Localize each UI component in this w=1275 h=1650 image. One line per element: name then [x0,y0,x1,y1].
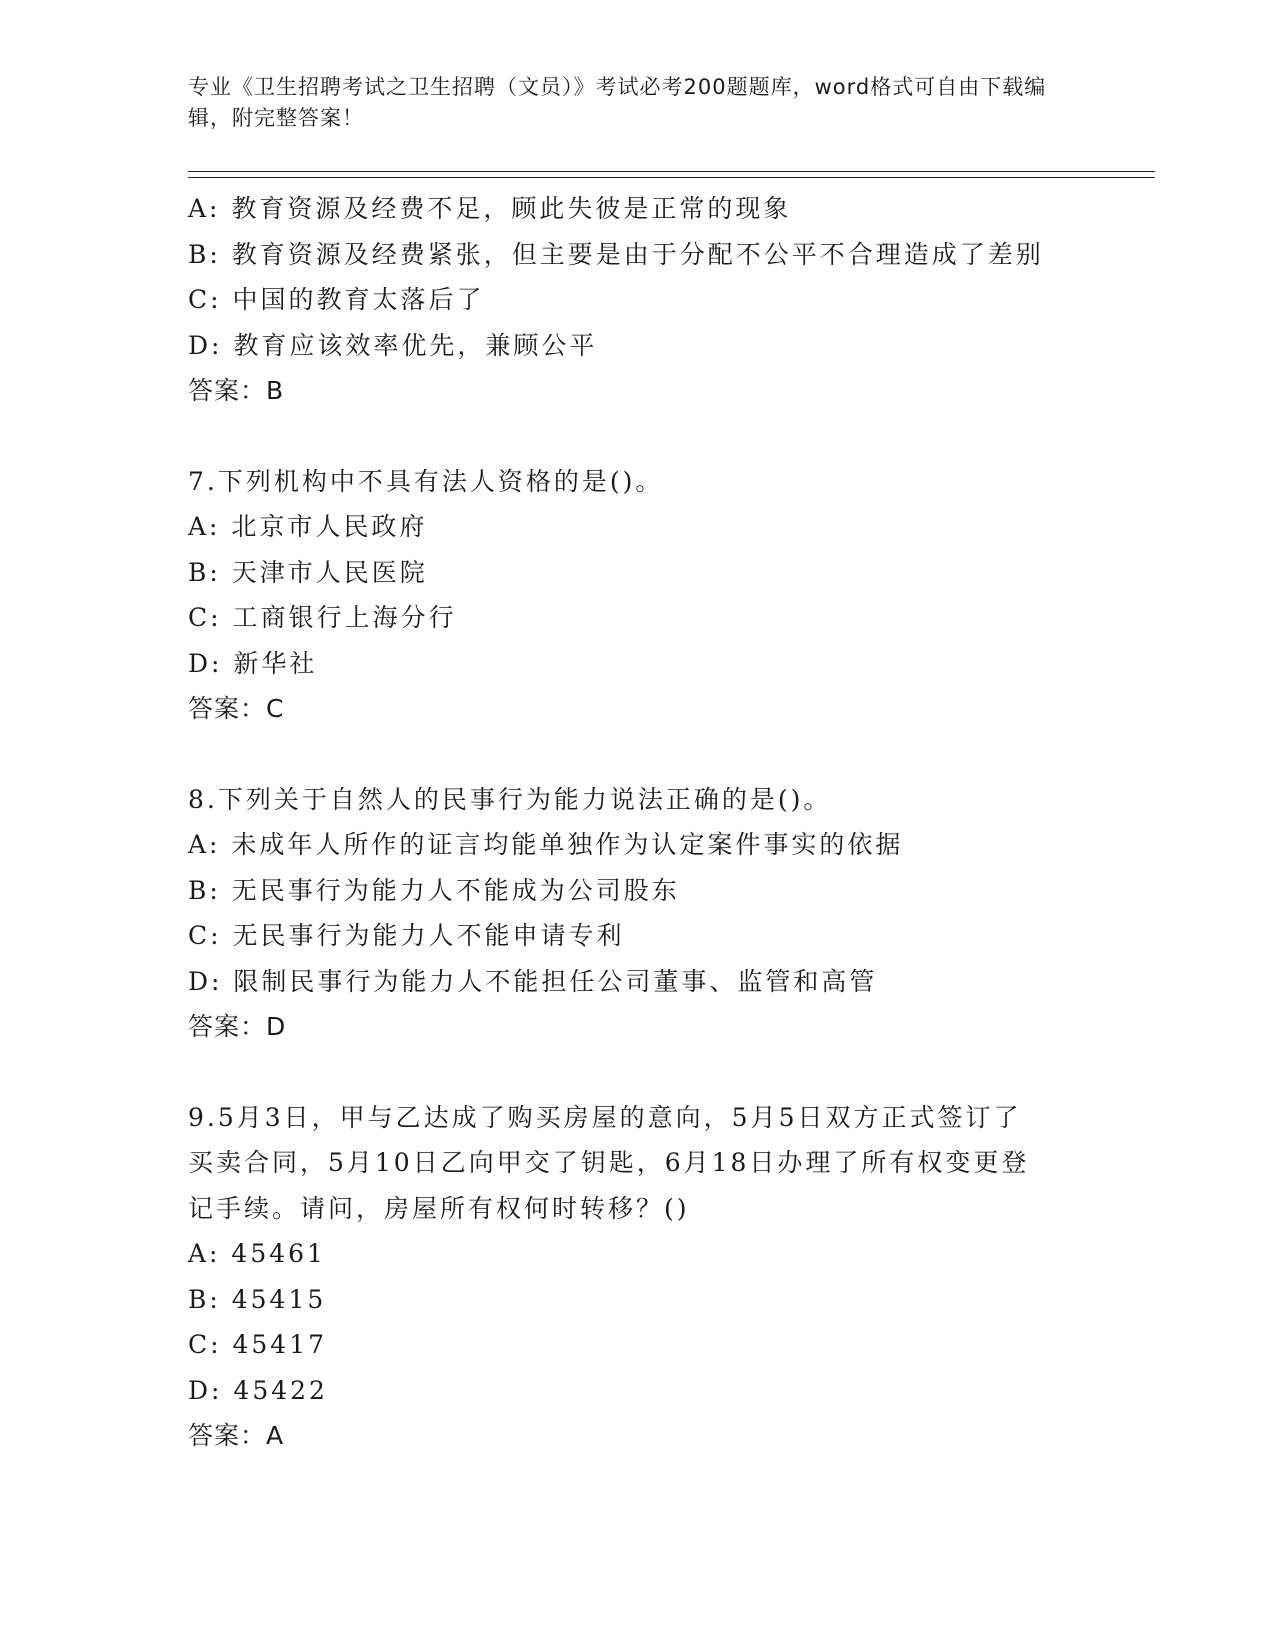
q7-answer: 答案：C [188,694,285,723]
q8-answer: 答案：D [188,1012,287,1041]
q6-option-c: C: 中国的教育太落后了 [188,285,485,314]
q8-option-a: A: 未成年人所作的证言均能单独作为认定案件事实的依据 [188,830,904,859]
q6-option-b: B: 教育资源及经费紧张，但主要是由于分配不公平不合理造成了差别 [188,239,1044,269]
q9-answer: 答案：A [188,1421,285,1450]
q9-option-b: B: 45415 [188,1284,327,1314]
q6-option-d: D: 教育应该效率优先，兼顾公平 [188,330,598,360]
header-rule-top [188,171,1155,172]
question-8-block [188,777,1088,1050]
q7-option-c: C: 工商银行上海分行 [188,603,457,632]
q7-option-d: D: 新华社 [188,648,318,678]
q8-option-d: D: 限制民事行为能力人不能担任公司董事、监管和高管 [188,966,878,996]
q9-title-line-1: 9.5月3日，甲与乙达成了购买房屋的意向，5月5日双方正式签订了 [188,1102,1022,1132]
q8-title: 8.下列关于自然人的民事行为能力说法正确的是()。 [188,784,832,814]
q6-option-a: A: 教育资源及经费不足，顾此失彼是正常的现象 [188,194,792,223]
q7-title: 7.下列机构中不具有法人资格的是()。 [188,466,664,496]
q7-option-b: B: 天津市人民医院 [188,557,428,587]
document-intro: 专业《卫生招聘考试之卫生招聘（文员）》考试必考200题题库，word格式可自由下载编辑，附完整答案！ [188,75,1047,130]
question-6-block [188,186,1088,414]
q8-option-b: B: 无民事行为能力人不能成为公司股东 [188,875,680,905]
q8-option-c: C: 无民事行为能力人不能申请专利 [188,921,625,950]
q9-title-line-2: 买卖合同，5月10日乙向甲交了钥匙，6月18日办理了所有权变更登 [188,1148,1030,1177]
question-7-block [188,459,1088,732]
q9-option-c: C: 45417 [188,1330,328,1359]
q9-option-a: A: 45461 [188,1239,326,1268]
question-list [188,186,1088,1459]
question-9-block [188,1095,1088,1459]
q7-option-a: A: 北京市人民政府 [188,512,428,541]
q6-answer: 答案：B [188,376,285,405]
header-rule-bottom [188,177,1155,178]
q9-option-d: D: 45422 [188,1375,328,1405]
q9-title-line-3: 记手续。请问，房屋所有权何时转移？() [188,1193,690,1223]
